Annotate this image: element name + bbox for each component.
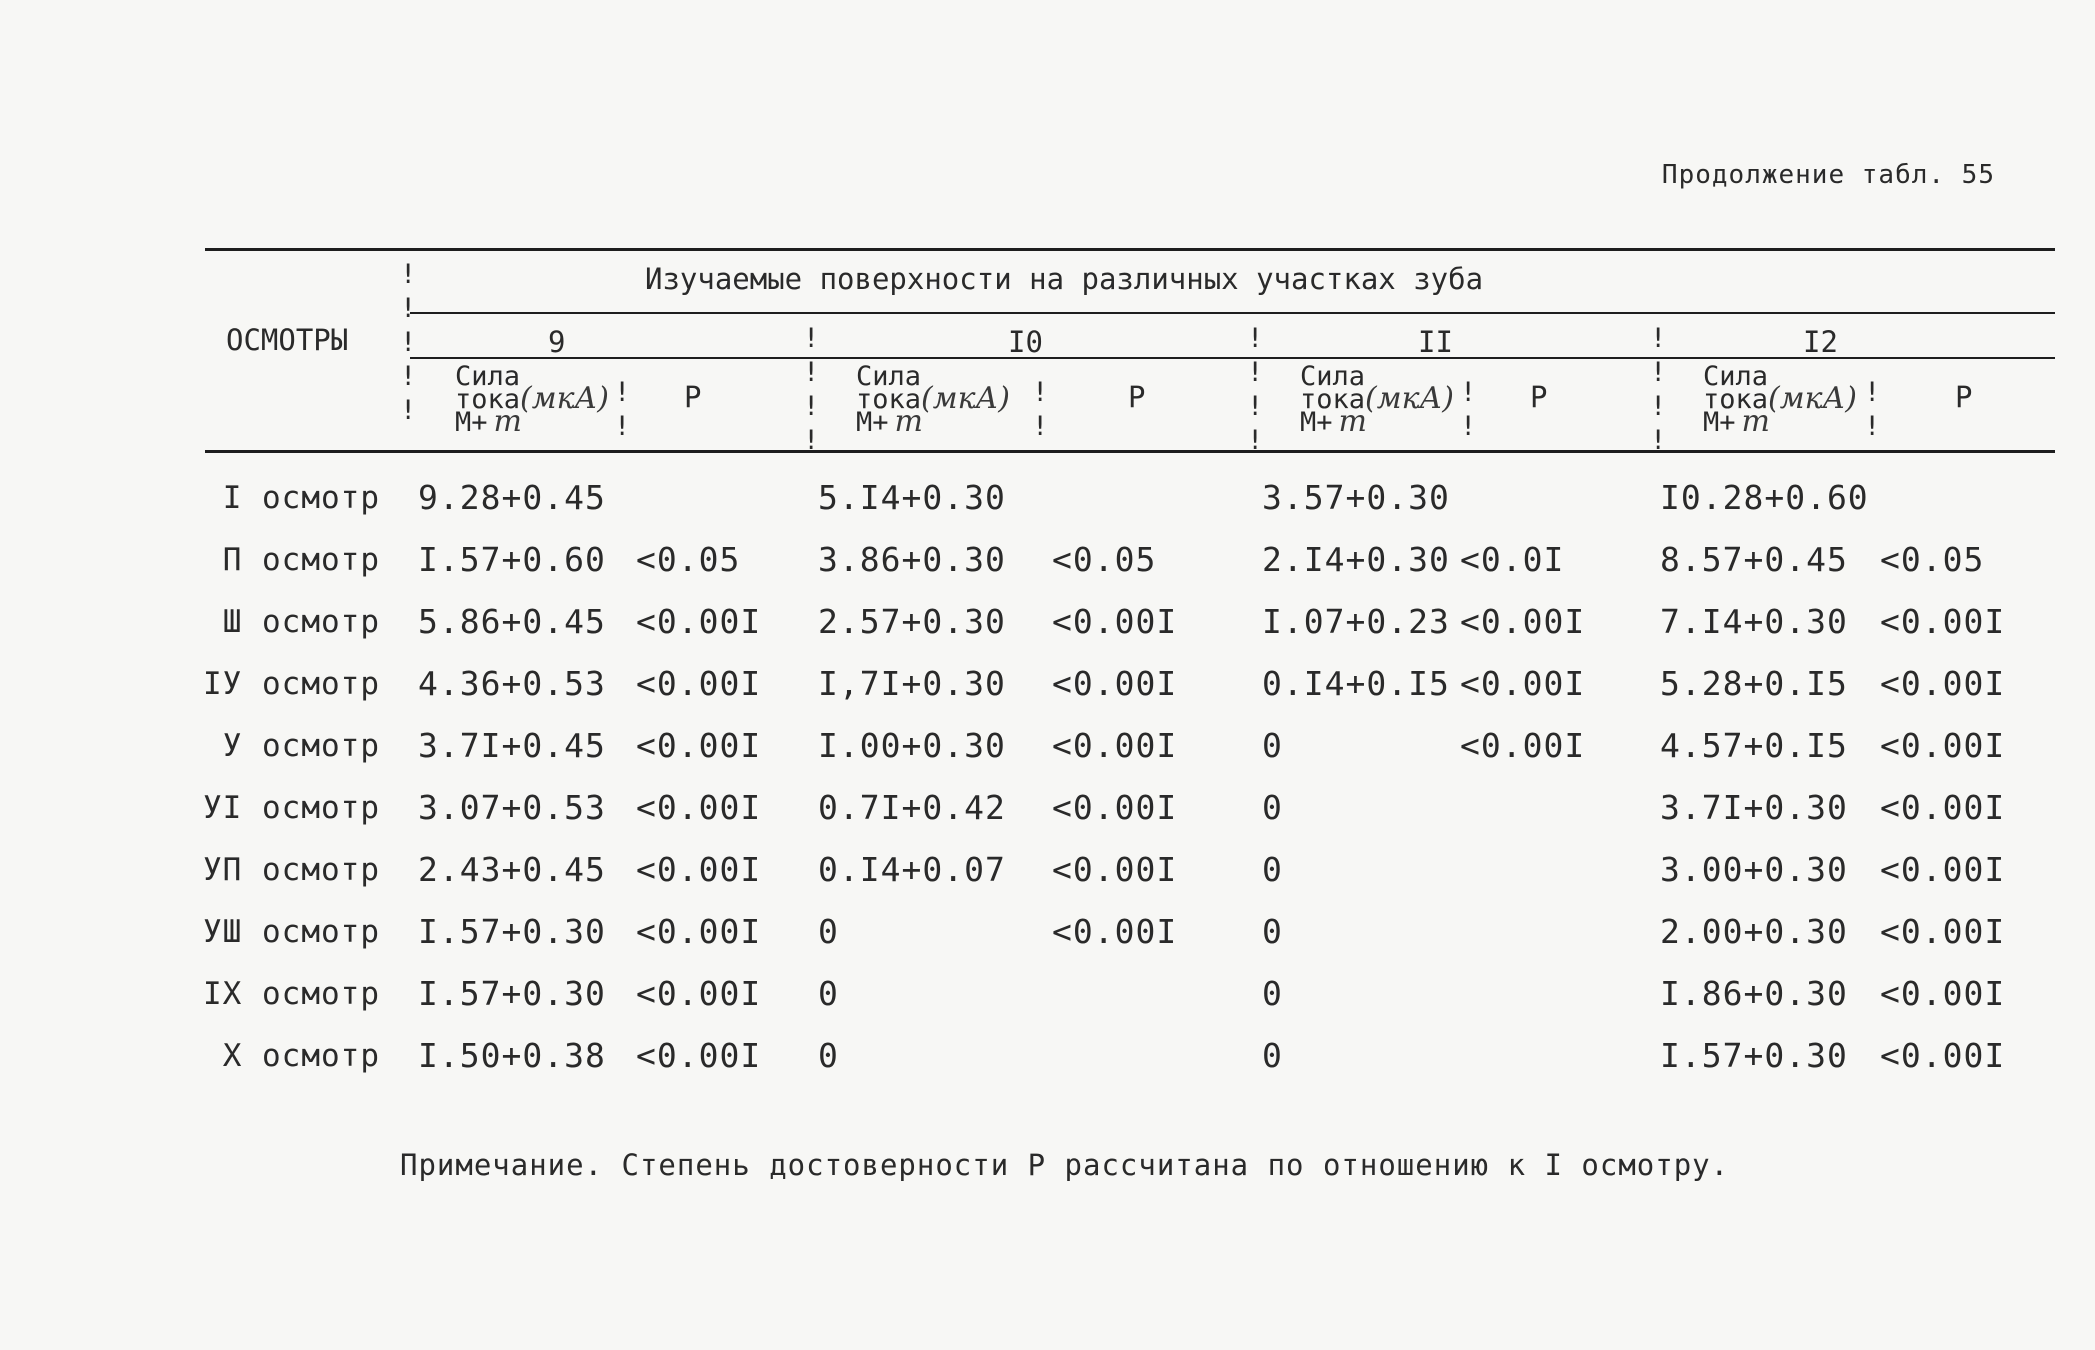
- current-value-cell: 7.I4+0.30: [1660, 602, 1848, 641]
- p-value-cell: <0.00I: [636, 850, 762, 889]
- header-separator: ! ! ! ! !: [400, 259, 417, 426]
- current-header-line: Сила: [1300, 361, 1366, 392]
- current-unit-handwritten: (мкА): [921, 381, 1010, 416]
- current-value-cell: 0.I4+0.07: [818, 850, 1006, 889]
- p-value-cell: <0.00I: [1052, 664, 1178, 703]
- current-header-word: М+: [1300, 407, 1333, 438]
- row-label: УП осмотр: [203, 852, 380, 888]
- p-value-cell: <0.00I: [1460, 726, 1586, 765]
- current-value-cell: 8.57+0.45: [1660, 540, 1848, 579]
- current-header-word: М+: [1703, 407, 1736, 438]
- current-header-word: М+: [455, 407, 488, 438]
- p-value-cell: <0.00I: [1880, 664, 2006, 703]
- p-value-cell: <0.00I: [1052, 726, 1178, 765]
- row-label: У осмотр: [222, 728, 380, 764]
- p-value-cell: <0.05: [636, 540, 741, 579]
- table-note: Примечание. Степень достоверности Р рассчитана по отношению к I осмотру.: [400, 1148, 1730, 1182]
- row-label: I осмотр: [222, 480, 380, 516]
- current-value-cell: I.50+0.38: [418, 1036, 606, 1075]
- current-unit-handwritten: (мкА): [1365, 381, 1454, 416]
- current-value-cell: 3.86+0.30: [818, 540, 1006, 579]
- current-value-cell: 9.28+0.45: [418, 478, 606, 517]
- current-value-cell: 0: [1262, 788, 1283, 827]
- current-value-cell: 0: [818, 1036, 839, 1075]
- current-value-cell: I.57+0.30: [418, 974, 606, 1013]
- current-header: [455, 361, 609, 439]
- header-separator: ! ! ! !: [1650, 323, 1667, 456]
- current-value-cell: 0: [1262, 726, 1283, 765]
- p-value-cell: <0.05: [1880, 540, 1985, 579]
- current-value-cell: 4.57+0.I5: [1660, 726, 1848, 765]
- group-number: II: [1418, 325, 1453, 359]
- current-value-cell: 3.00+0.30: [1660, 850, 1848, 889]
- current-value-cell: I,7I+0.30: [818, 664, 1006, 703]
- row-label: П осмотр: [222, 542, 380, 578]
- group-rule: [410, 312, 2055, 314]
- p-header: Р: [1530, 380, 1548, 414]
- p-value-cell: <0.00I: [1880, 912, 2006, 951]
- p-value-cell: <0.00I: [1880, 788, 2006, 827]
- current-value-cell: 0: [818, 974, 839, 1013]
- current-header-word: тока: [1300, 384, 1366, 415]
- current-value-cell: I.57+0.30: [418, 912, 606, 951]
- p-value-cell: <0.00I: [1460, 602, 1586, 641]
- p-value-cell: <0.00I: [1460, 664, 1586, 703]
- current-value-cell: 0: [1262, 974, 1283, 1013]
- p-value-cell: <0.0I: [1460, 540, 1565, 579]
- current-value-cell: 2.43+0.45: [418, 850, 606, 889]
- current-header: [856, 361, 1010, 439]
- header-separator: ! !: [1032, 377, 1049, 442]
- current-value-cell: I.00+0.30: [818, 726, 1006, 765]
- current-value-cell: 5.28+0.I5: [1660, 664, 1848, 703]
- current-header: [1300, 361, 1454, 439]
- p-header: Р: [1128, 380, 1146, 414]
- current-value-cell: 0.7I+0.42: [818, 788, 1006, 827]
- header-separator: ! ! ! !: [803, 323, 820, 456]
- p-value-cell: <0.00I: [636, 788, 762, 827]
- header-separator: ! !: [1864, 377, 1881, 442]
- current-value-cell: I0.28+0.60: [1660, 478, 1869, 517]
- p-value-cell: <0.00I: [636, 664, 762, 703]
- p-value-cell: <0.00I: [1880, 602, 2006, 641]
- p-value-cell: <0.00I: [636, 912, 762, 951]
- current-m-handwritten: m: [493, 404, 522, 439]
- current-value-cell: 5.I4+0.30: [818, 478, 1006, 517]
- group-number: I0: [1008, 325, 1043, 359]
- table-continuation-label: Продолжение табл. 55: [1661, 160, 1995, 190]
- group-number: 9: [548, 325, 566, 359]
- p-value-cell: <0.00I: [636, 726, 762, 765]
- p-value-cell: <0.00I: [1052, 602, 1178, 641]
- current-value-cell: 3.57+0.30: [1262, 478, 1450, 517]
- header-bottom-rule: [205, 450, 2055, 453]
- p-header: Р: [1955, 380, 1973, 414]
- current-m-handwritten: m: [1338, 404, 1367, 439]
- current-value-cell: 5.86+0.45: [418, 602, 606, 641]
- current-m-handwritten: m: [1741, 404, 1770, 439]
- current-value-cell: 3.7I+0.45: [418, 726, 606, 765]
- current-value-cell: 3.07+0.53: [418, 788, 606, 827]
- p-value-cell: <0.00I: [636, 602, 762, 641]
- current-header-word: тока: [455, 384, 521, 415]
- row-label: УШ осмотр: [203, 914, 380, 950]
- current-value-cell: I.07+0.23: [1262, 602, 1450, 641]
- p-value-cell: <0.00I: [636, 974, 762, 1013]
- current-header-word: тока: [856, 384, 922, 415]
- current-value-cell: I.86+0.30: [1660, 974, 1848, 1013]
- current-header-line: Сила: [455, 361, 521, 392]
- header-separator: ! !: [1460, 377, 1477, 442]
- current-value-cell: I.57+0.30: [1660, 1036, 1848, 1075]
- p-value-cell: <0.05: [1052, 540, 1157, 579]
- table-top-rule: [205, 248, 2055, 251]
- current-value-cell: 0: [1262, 1036, 1283, 1075]
- current-value-cell: 3.7I+0.30: [1660, 788, 1848, 827]
- row-label: УI осмотр: [203, 790, 380, 826]
- p-value-cell: <0.00I: [1052, 788, 1178, 827]
- p-value-cell: <0.00I: [1052, 912, 1178, 951]
- current-value-cell: I.57+0.60: [418, 540, 606, 579]
- current-unit-handwritten: (мкА): [520, 381, 609, 416]
- p-value-cell: <0.00I: [1052, 850, 1178, 889]
- group-title: Изучаемые поверхности на различных участках зуба: [645, 262, 1484, 296]
- current-value-cell: 0: [1262, 912, 1283, 951]
- p-value-cell: <0.00I: [1880, 850, 2006, 889]
- current-m-handwritten: m: [894, 404, 923, 439]
- row-label: IУ осмотр: [203, 666, 380, 702]
- row-label: Ш осмотр: [222, 604, 380, 640]
- p-value-cell: <0.00I: [636, 1036, 762, 1075]
- current-header-line: Сила: [856, 361, 922, 392]
- current-header-line: Сила: [1703, 361, 1769, 392]
- current-header-word: тока: [1703, 384, 1769, 415]
- header-separator: ! ! ! !: [1247, 323, 1264, 456]
- row-header-label: ОСМОТРЫ: [226, 323, 349, 357]
- current-value-cell: 2.I4+0.30: [1262, 540, 1450, 579]
- p-value-cell: <0.00I: [1880, 1036, 2006, 1075]
- current-value-cell: 0: [1262, 850, 1283, 889]
- current-value-cell: 4.36+0.53: [418, 664, 606, 703]
- p-value-cell: <0.00I: [1880, 974, 2006, 1013]
- current-value-cell: 0.I4+0.I5: [1262, 664, 1450, 703]
- current-header: [1703, 361, 1857, 439]
- header-separator: ! !: [614, 377, 631, 442]
- current-header-word: М+: [856, 407, 889, 438]
- current-value-cell: 2.57+0.30: [818, 602, 1006, 641]
- row-label: X осмотр: [222, 1038, 380, 1074]
- p-header: Р: [684, 380, 702, 414]
- p-value-cell: <0.00I: [1880, 726, 2006, 765]
- group-number: I2: [1803, 325, 1838, 359]
- row-label: IX осмотр: [203, 976, 380, 1012]
- current-unit-handwritten: (мкА): [1768, 381, 1857, 416]
- current-value-cell: 2.00+0.30: [1660, 912, 1848, 951]
- current-value-cell: 0: [818, 912, 839, 951]
